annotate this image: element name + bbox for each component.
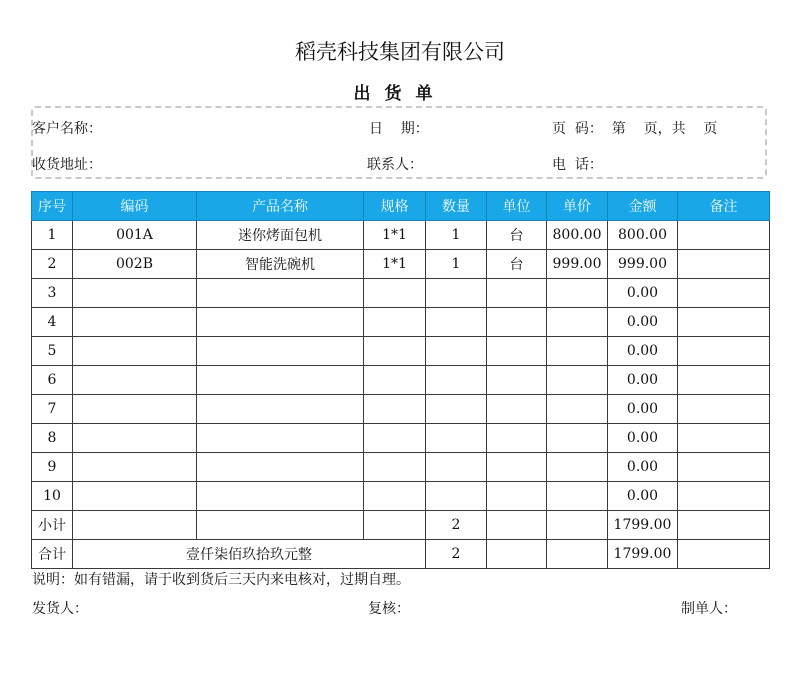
column-header-product-name: 产品名称 bbox=[197, 192, 364, 221]
table-row bbox=[32, 482, 770, 511]
table-row bbox=[32, 366, 770, 395]
cell-no: 9 bbox=[32, 453, 73, 482]
cell-code bbox=[73, 395, 197, 424]
contact-person-label: 联系人： bbox=[367, 157, 423, 173]
column-header-code: 编码 bbox=[73, 192, 197, 221]
cell-quantity bbox=[426, 424, 487, 453]
shipper-label: 发货人： bbox=[32, 601, 88, 617]
cell-unit bbox=[487, 337, 547, 366]
customer-name-label: 客户名称： bbox=[32, 121, 102, 137]
subtotal-quantity: 2 bbox=[426, 511, 487, 540]
cell-remark bbox=[678, 337, 770, 366]
total-amount: 1799.00 bbox=[608, 540, 678, 569]
column-header-amount: 金额 bbox=[608, 192, 678, 221]
cell-no: 7 bbox=[32, 395, 73, 424]
cell-spec bbox=[364, 366, 426, 395]
column-header-unit: 单位 bbox=[487, 192, 547, 221]
cell-code bbox=[73, 424, 197, 453]
cell-product-name: 智能洗碗机 bbox=[197, 250, 364, 279]
column-header-no: 序号 bbox=[32, 192, 73, 221]
cell-remark bbox=[678, 250, 770, 279]
column-header-unit-price: 单价 bbox=[547, 192, 608, 221]
shipping-address-label: 收货地址： bbox=[32, 157, 102, 173]
page-number-label: 页 码： 第 页，共 页 bbox=[552, 121, 718, 137]
cell-unit bbox=[487, 366, 547, 395]
cell-remark bbox=[678, 424, 770, 453]
cell-code bbox=[73, 337, 197, 366]
table-header-row bbox=[32, 192, 770, 221]
cell-product-name bbox=[197, 337, 364, 366]
cell-unit bbox=[487, 453, 547, 482]
cell-product-name bbox=[197, 279, 364, 308]
note-text: 说明：如有错漏，请于收到货后三天内来电核对，过期自理。 bbox=[32, 572, 410, 588]
cell-spec bbox=[364, 395, 426, 424]
cell-amount: 0.00 bbox=[608, 424, 678, 453]
cell-unit-price bbox=[547, 424, 608, 453]
cell-code bbox=[73, 366, 197, 395]
table-row bbox=[32, 395, 770, 424]
cell-unit bbox=[487, 279, 547, 308]
cell-remark bbox=[678, 453, 770, 482]
cell-unit-price bbox=[547, 482, 608, 511]
cell-no: 6 bbox=[32, 366, 73, 395]
cell-spec: 1*1 bbox=[364, 250, 426, 279]
column-header-remark: 备注 bbox=[678, 192, 770, 221]
cell-no: 4 bbox=[32, 308, 73, 337]
cell-unit-price bbox=[547, 453, 608, 482]
cell-unit-price bbox=[547, 279, 608, 308]
total-quantity: 2 bbox=[426, 540, 487, 569]
cell-spec bbox=[364, 424, 426, 453]
cell-spec: 1*1 bbox=[364, 221, 426, 250]
date-label: 日 期： bbox=[369, 121, 429, 137]
column-header-spec: 规格 bbox=[364, 192, 426, 221]
cell-product-name bbox=[197, 424, 364, 453]
subtotal-amount: 1799.00 bbox=[608, 511, 678, 540]
cell-amount: 999.00 bbox=[608, 250, 678, 279]
cell-remark bbox=[678, 366, 770, 395]
cell-quantity bbox=[426, 308, 487, 337]
column-header-quantity: 数量 bbox=[426, 192, 487, 221]
cell-product-name bbox=[197, 482, 364, 511]
subtotal-row bbox=[32, 511, 770, 540]
total-row bbox=[32, 540, 770, 569]
company-name: 稻壳科技集团有限公司 bbox=[295, 40, 505, 64]
cell-product-name bbox=[197, 395, 364, 424]
cell-unit-price bbox=[547, 337, 608, 366]
cell-quantity bbox=[426, 366, 487, 395]
cell-remark bbox=[678, 221, 770, 250]
cell-unit-price bbox=[547, 308, 608, 337]
cell-quantity bbox=[426, 482, 487, 511]
shipment-items-table bbox=[31, 191, 770, 569]
cell-spec bbox=[364, 337, 426, 366]
cell-amount: 0.00 bbox=[608, 453, 678, 482]
cell-unit bbox=[487, 308, 547, 337]
table-row bbox=[32, 221, 770, 250]
cell-quantity: 1 bbox=[426, 250, 487, 279]
cell-no: 10 bbox=[32, 482, 73, 511]
cell-product-name bbox=[197, 308, 364, 337]
table-row bbox=[32, 453, 770, 482]
cell-product-name: 迷你烤面包机 bbox=[197, 221, 364, 250]
table-row bbox=[32, 424, 770, 453]
cell-quantity bbox=[426, 453, 487, 482]
cell-unit-price: 999.00 bbox=[547, 250, 608, 279]
cell-quantity bbox=[426, 395, 487, 424]
phone-label: 电 话： bbox=[552, 157, 603, 173]
table-row bbox=[32, 337, 770, 366]
cell-remark bbox=[678, 395, 770, 424]
cell-no: 2 bbox=[32, 250, 73, 279]
cell-no: 5 bbox=[32, 337, 73, 366]
cell-code: 001A bbox=[73, 221, 197, 250]
table-row bbox=[32, 279, 770, 308]
cell-remark bbox=[678, 482, 770, 511]
cell-no: 1 bbox=[32, 221, 73, 250]
cell-code bbox=[73, 482, 197, 511]
cell-product-name bbox=[197, 453, 364, 482]
cell-remark bbox=[678, 308, 770, 337]
cell-quantity bbox=[426, 337, 487, 366]
cell-spec bbox=[364, 279, 426, 308]
cell-unit: 台 bbox=[487, 250, 547, 279]
cell-no: 8 bbox=[32, 424, 73, 453]
total-amount-in-words: 壹仟柒佰玖拾玖元整 bbox=[73, 540, 426, 569]
cell-code bbox=[73, 453, 197, 482]
cell-no: 3 bbox=[32, 279, 73, 308]
table-row bbox=[32, 308, 770, 337]
cell-code bbox=[73, 308, 197, 337]
cell-unit-price bbox=[547, 366, 608, 395]
table-row bbox=[32, 250, 770, 279]
cell-amount: 0.00 bbox=[608, 366, 678, 395]
cell-unit-price bbox=[547, 395, 608, 424]
cell-code bbox=[73, 279, 197, 308]
cell-code: 002B bbox=[73, 250, 197, 279]
document-maker-label: 制单人： bbox=[681, 601, 737, 617]
cell-quantity bbox=[426, 279, 487, 308]
cell-unit: 台 bbox=[487, 221, 547, 250]
total-label: 合计 bbox=[32, 540, 73, 569]
cell-unit-price: 800.00 bbox=[547, 221, 608, 250]
cell-product-name bbox=[197, 366, 364, 395]
cell-amount: 0.00 bbox=[608, 308, 678, 337]
cell-amount: 0.00 bbox=[608, 279, 678, 308]
cell-amount: 800.00 bbox=[608, 221, 678, 250]
cell-spec bbox=[364, 308, 426, 337]
cell-remark bbox=[678, 279, 770, 308]
reviewer-label: 复核： bbox=[368, 601, 410, 617]
subtotal-label: 小计 bbox=[32, 511, 73, 540]
cell-amount: 0.00 bbox=[608, 337, 678, 366]
cell-unit bbox=[487, 395, 547, 424]
document-title: 出货单 bbox=[353, 84, 447, 104]
cell-unit bbox=[487, 482, 547, 511]
cell-unit bbox=[487, 424, 547, 453]
cell-spec bbox=[364, 453, 426, 482]
cell-spec bbox=[364, 482, 426, 511]
cell-quantity: 1 bbox=[426, 221, 487, 250]
cell-amount: 0.00 bbox=[608, 395, 678, 424]
cell-amount: 0.00 bbox=[608, 482, 678, 511]
